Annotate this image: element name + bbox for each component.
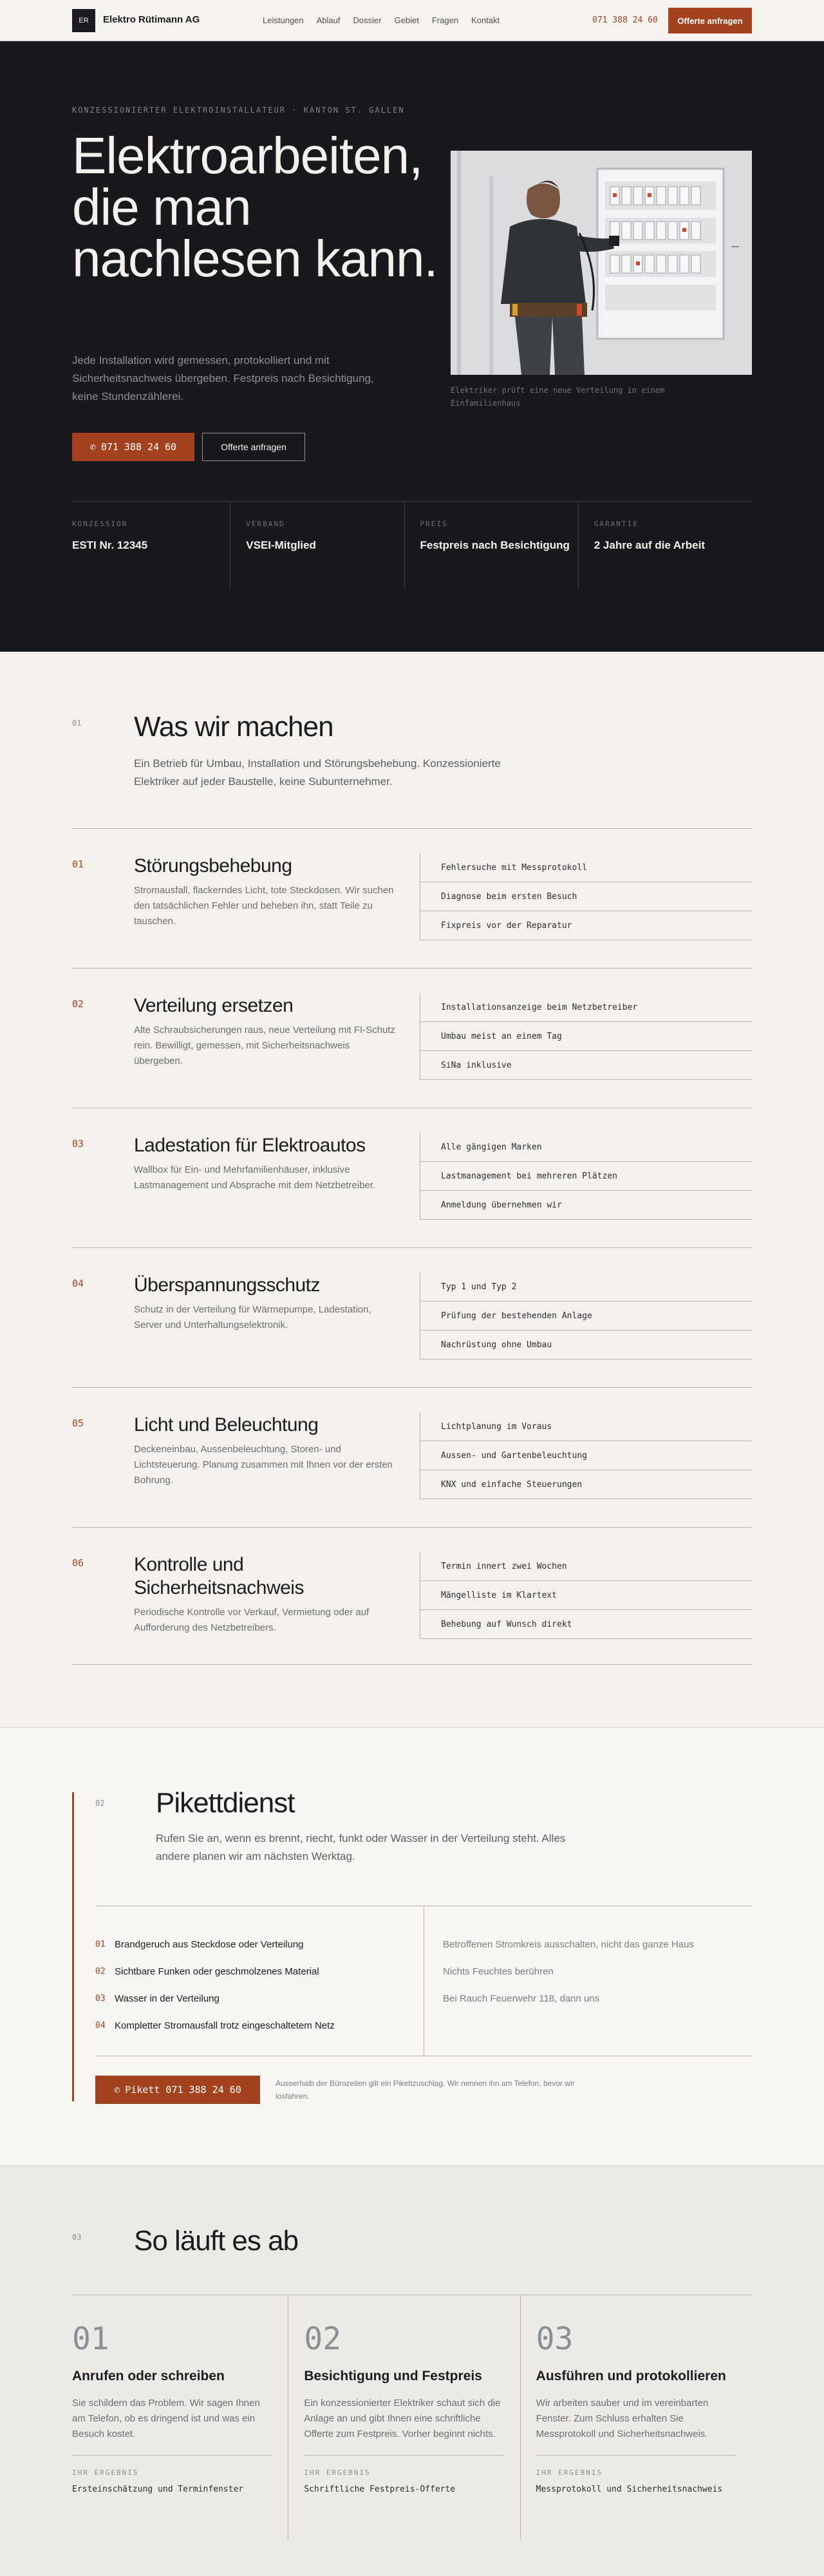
service-points bbox=[420, 1552, 752, 1639]
step-result-value: Ersteinschätzung und Terminfenster bbox=[72, 2485, 244, 2494]
pikett-title: Pikettdienst bbox=[156, 1787, 295, 1819]
service-point: Lastmanagement bei mehreren Plätzen bbox=[420, 1162, 752, 1191]
service-description: Stromausfall, flackerndes Licht, tote Steckdosen. Wir suchen den tatsächlichen Fehler und beheben ihn, statt Teile zu tauschen. bbox=[134, 885, 394, 927]
urgent-text: Sichtbare Funken oder geschmolzenes Material bbox=[115, 1965, 319, 1977]
hero-lead: Jede Installation wird gemessen, protokolliert und mit Sicherheitsnachweis übergeben. Festpreis nach Besichtigung, keine Stundenzählerei. bbox=[72, 354, 374, 402]
service-title: Verteilung ersetzen bbox=[134, 995, 294, 1016]
pikett-lead: Rufen Sie an, wenn es brennt, riecht, funkt oder Wasser in der Verteilung steht. Alles andere planen wir am nächsten Werktag. bbox=[156, 1832, 566, 1862]
step-number: 02 bbox=[304, 2321, 342, 2357]
process-section bbox=[0, 2165, 824, 2576]
service-point: Anmeldung übernehmen wir bbox=[420, 1191, 752, 1220]
service-point: Behebung auf Wunsch direkt bbox=[420, 1610, 752, 1639]
urgent-number: 02 bbox=[95, 1966, 106, 1976]
fact-konzession bbox=[72, 502, 230, 589]
nav-links bbox=[263, 15, 500, 25]
fact-preis bbox=[405, 502, 579, 589]
pikett-call-label: Pikett 071 388 24 60 bbox=[125, 2084, 241, 2096]
pikett-note: Ausserhalb der Bürozeiten gilt ein Pikettzuschlag. Wir nennen ihn am Telefon, bevor wir losfahren. bbox=[276, 2079, 575, 2101]
hero-section bbox=[0, 41, 824, 652]
pikett-list bbox=[95, 1906, 752, 2056]
step-number: 01 bbox=[72, 2321, 109, 2357]
service-point: Typ 1 und Typ 2 bbox=[420, 1273, 752, 1302]
nav-phone-link[interactable]: 071 388 24 60 bbox=[592, 15, 658, 25]
step-title: Ausführen und protokollieren bbox=[536, 2369, 726, 2383]
service-point: Nachrüstung ohne Umbau bbox=[420, 1331, 752, 1359]
hero-photo-caption: Elektriker prüft eine neue Verteilung in einem Einfamilienhaus bbox=[451, 386, 665, 408]
nav-link-fragen[interactable]: Fragen bbox=[431, 15, 459, 25]
urgent-text: Brandgeruch aus Steckdose oder Verteilung bbox=[115, 1938, 304, 1950]
step-description: Ein konzessionierter Elektriker schaut sich die Anlage an und gibt Ihnen eine schriftliche Offerte zum Festpreis. Vorher beginnt nichts. bbox=[304, 2398, 501, 2439]
urgent-list bbox=[95, 1931, 422, 2039]
divider bbox=[72, 1664, 752, 1665]
urgent-item bbox=[95, 2012, 422, 2039]
fact-label: GARANTIE bbox=[594, 520, 639, 528]
service-point: SiNa inklusive bbox=[420, 1051, 752, 1080]
hero-call-label: 071 388 24 60 bbox=[100, 441, 177, 453]
service-point: Mängelliste im Klartext bbox=[420, 1581, 752, 1610]
service-description: Alte Schraubsicherungen raus, neue Verteilung mit FI-Schutz rein. Bewilligt, gemessen, mit Sicherheitsnachweis übergeben. bbox=[134, 1025, 396, 1066]
service-number: 02 bbox=[72, 998, 84, 1010]
urgent-number: 01 bbox=[95, 1939, 106, 1949]
section-number: 03 bbox=[72, 2233, 82, 2242]
service-item-ladestation bbox=[72, 1108, 752, 1247]
service-item-ueberspannungsschutz bbox=[72, 1247, 752, 1387]
service-title: Licht und Beleuchtung bbox=[134, 1414, 319, 1435]
nav-link-kontakt[interactable]: Kontakt bbox=[471, 15, 500, 25]
service-point: KNX und einfache Steuerungen bbox=[420, 1470, 752, 1499]
service-point: Fixpreis vor der Reparatur bbox=[420, 911, 752, 940]
step-number: 03 bbox=[536, 2321, 574, 2357]
fact-label: KONZESSION bbox=[72, 520, 128, 528]
advice-item: Betroffenen Stromkreis ausschalten, nicht das ganze Haus bbox=[443, 1938, 694, 1950]
hero-eyebrow: KONZESSIONIERTER ELEKTROINSTALLATEUR · KANTON ST. GALLEN bbox=[72, 106, 405, 115]
fact-label: PREIS bbox=[420, 520, 448, 528]
service-point: Alle gängigen Marken bbox=[420, 1133, 752, 1162]
nav-link-dossier[interactable]: Dossier bbox=[353, 15, 382, 25]
service-number: 04 bbox=[72, 1278, 84, 1289]
service-points bbox=[420, 1273, 752, 1359]
urgent-text: Wasser in der Verteilung bbox=[115, 1993, 220, 2004]
service-points bbox=[420, 853, 752, 940]
service-title: Kontrolle und Sicherheitsnachweis bbox=[134, 1554, 304, 1598]
nav-link-leistungen[interactable]: Leistungen bbox=[263, 15, 304, 25]
service-description: Wallbox für Ein- und Mehrfamilienhäuser, inklusive Lastmanagement und Absprache mit dem Netzbetreiber. bbox=[134, 1164, 376, 1191]
service-point: Diagnose beim ersten Besuch bbox=[420, 882, 752, 911]
service-description: Schutz in der Verteilung für Wärmepumpe, Ladestation, Server und Unterhaltungselektronik. bbox=[134, 1304, 371, 1331]
urgent-item bbox=[95, 1958, 422, 1985]
step-result-label: IHR ERGEBNIS bbox=[304, 2468, 371, 2477]
advice-list bbox=[443, 1931, 694, 2012]
fact-value: Festpreis nach Besichtigung bbox=[420, 539, 570, 551]
process-title: So läuft es ab bbox=[134, 2225, 299, 2257]
process-step bbox=[72, 2295, 288, 2539]
logo[interactable]: ER bbox=[72, 9, 95, 32]
fact-garantie bbox=[579, 502, 752, 589]
advice-item: Nichts Feuchtes berühren bbox=[443, 1965, 554, 1977]
service-points bbox=[420, 1133, 752, 1220]
facts-bar bbox=[72, 501, 752, 589]
service-title: Störungsbehebung bbox=[134, 855, 292, 876]
step-result-label: IHR ERGEBNIS bbox=[72, 2468, 139, 2477]
urgent-item bbox=[95, 1931, 422, 1958]
step-result-value: Messprotokoll und Sicherheitsnachweis bbox=[536, 2485, 723, 2494]
urgent-text: Kompletter Stromausfall trotz eingeschaltetem Netz bbox=[115, 2020, 335, 2031]
service-point: Umbau meist an einem Tag bbox=[420, 1022, 752, 1051]
service-points bbox=[420, 1412, 752, 1499]
step-description: Wir arbeiten sauber und im vereinbarten Fenster. Zum Schluss erhalten Sie Messprotokoll und Sicherheitsnachweis. bbox=[536, 2398, 709, 2439]
process-step bbox=[521, 2295, 752, 2539]
urgent-item bbox=[95, 1985, 422, 2012]
top-navigation bbox=[0, 0, 824, 41]
process-steps bbox=[72, 2295, 752, 2539]
service-item-verteilung bbox=[72, 968, 752, 1108]
process-step bbox=[288, 2295, 520, 2539]
service-point: Fehlersuche mit Messprotokoll bbox=[420, 853, 752, 882]
fact-label: VERBAND bbox=[246, 520, 285, 528]
hero-photo-electrician bbox=[451, 151, 752, 375]
nav-offer-button[interactable]: Offerte anfragen bbox=[668, 8, 752, 33]
hero-title: Elektroarbeiten, die man nachlesen kann. bbox=[72, 127, 438, 287]
service-point: Prüfung der bestehenden Anlage bbox=[420, 1302, 752, 1331]
step-result bbox=[536, 2455, 736, 2494]
pikett-call-button[interactable] bbox=[95, 2076, 260, 2104]
section-number: 02 bbox=[95, 1799, 105, 1808]
step-title: Anrufen oder schreiben bbox=[72, 2369, 225, 2383]
services-section bbox=[0, 652, 824, 1727]
service-title: Ladestation für Elektroautos bbox=[134, 1135, 366, 1156]
service-title: Überspannungsschutz bbox=[134, 1274, 321, 1296]
fact-value: ESTI Nr. 12345 bbox=[72, 539, 148, 551]
fact-value: 2 Jahre auf die Arbeit bbox=[594, 539, 706, 551]
service-description: Periodische Kontrolle vor Verkauf, Vermietung oder auf Aufforderung des Netzbetreibers. bbox=[134, 1607, 370, 1633]
services-lead: Ein Betrieb für Umbau, Installation und Störungsbehebung. Konzessionierte Elektriker auf jeder Baustelle, keine Subunternehmer. bbox=[134, 757, 501, 788]
urgent-number: 04 bbox=[95, 2020, 106, 2031]
hero-call-button[interactable] bbox=[72, 433, 194, 461]
section-number: 01 bbox=[72, 719, 82, 728]
service-description: Deckeneinbau, Aussenbeleuchtung, Storen- und Lichtsteuerung. Planung zusammen mit Ihnen vor der ersten Bohrung. bbox=[134, 1444, 393, 1486]
service-number: 06 bbox=[72, 1557, 84, 1569]
fact-verband bbox=[230, 502, 404, 589]
advice-item: Bei Rauch Feuerwehr 118, dann uns bbox=[443, 1993, 600, 2004]
pikett-section bbox=[0, 1727, 824, 2165]
service-number: 01 bbox=[72, 858, 84, 870]
service-point: Installationsanzeige beim Netzbetreiber bbox=[420, 993, 752, 1022]
hero-offer-button[interactable]: Offerte anfragen bbox=[202, 433, 305, 461]
phone-icon: ✆ bbox=[89, 441, 96, 453]
fact-value: VSEI-Mitglied bbox=[246, 539, 316, 551]
step-result bbox=[72, 2455, 272, 2494]
service-point: Termin innert zwei Wochen bbox=[420, 1552, 752, 1581]
service-item-licht bbox=[72, 1387, 752, 1527]
brand-name[interactable]: Elektro Rütimann AG bbox=[103, 14, 200, 25]
services-title: Was wir machen bbox=[134, 711, 333, 743]
electrician-illustration bbox=[451, 151, 752, 375]
service-points bbox=[420, 993, 752, 1080]
phone-icon: ✆ bbox=[114, 2084, 120, 2096]
step-title: Besichtigung und Festpreis bbox=[304, 2369, 482, 2383]
step-result bbox=[304, 2455, 504, 2494]
service-number: 05 bbox=[72, 1417, 84, 1429]
service-item-kontrolle bbox=[72, 1527, 752, 1667]
service-number: 03 bbox=[72, 1138, 84, 1150]
accent-bar bbox=[72, 1792, 74, 2101]
step-result-label: IHR ERGEBNIS bbox=[536, 2468, 603, 2477]
step-result-value: Schriftliche Festpreis-Offerte bbox=[304, 2485, 456, 2494]
service-point: Aussen- und Gartenbeleuchtung bbox=[420, 1441, 752, 1470]
service-item-stoerungsbehebung bbox=[72, 828, 752, 968]
service-point: Lichtplanung im Voraus bbox=[420, 1412, 752, 1441]
step-description: Sie schildern das Problem. Wir sagen Ihnen am Telefon, ob es dringend ist und was ein Besuch kostet. bbox=[72, 2398, 260, 2439]
nav-link-gebiet[interactable]: Gebiet bbox=[394, 15, 419, 25]
nav-link-ablauf[interactable]: Ablauf bbox=[316, 15, 341, 25]
urgent-number: 03 bbox=[95, 1993, 106, 2003]
